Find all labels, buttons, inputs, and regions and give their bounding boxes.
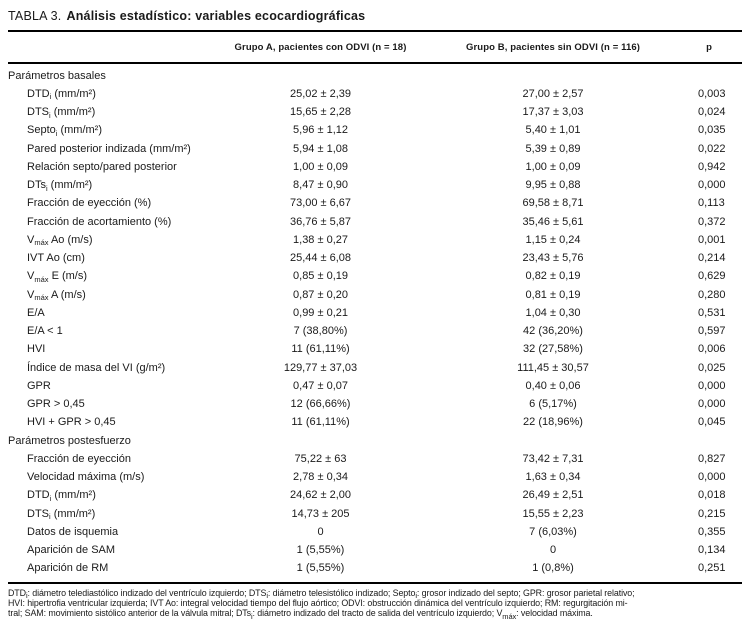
cell-group-a: 1 (5,55%): [296, 562, 345, 575]
row-label: DTs$_i$ (mm/m²): [27, 179, 93, 193]
page-title: [8, 7, 742, 30]
cell-group-a: 8,47 ± 0,90: [293, 179, 348, 191]
table-row: [8, 322, 742, 340]
cell-group-b: 7 (6,03%): [529, 525, 577, 538]
table-row: [8, 523, 742, 541]
row-label: Velocidad máxima (m/s): [27, 471, 145, 483]
cell-group-a: 15,65 ± 2,28: [289, 106, 352, 118]
cell-group-b: 32 (27,58%): [523, 343, 583, 356]
cell-p-value: 0,251: [698, 562, 726, 575]
row-label: $DTD_i$ (mm/m²): [27, 489, 96, 503]
row-label: $V_{máx}$ E (m/s): [27, 270, 88, 284]
cell-group-a: 0,87 ± 0,20: [293, 288, 348, 301]
cell-group-a: 0,99 ± 0,21: [293, 306, 348, 319]
cell-group-a: 5,94 ± 1,08: [293, 142, 348, 155]
cell-group-a: 129,77 ± 37,03: [283, 361, 358, 374]
table-row: [8, 304, 742, 322]
table-section-row: [8, 67, 742, 85]
table-row: [8, 286, 742, 304]
footnote-line: HVI: hipertrofia ventricular izquierda; IVT Ao: integral velocidad tiempo del flujo aórtico; ODVI: obstrucción dinámica del ventrículo izquierdo; RM: regurgitación mi-: [8, 597, 628, 608]
row-label: Pared posterior indizada (mm/m²): [27, 142, 191, 155]
table-row: [8, 103, 742, 121]
row-label: $DTS_i$ (mm/m²): [27, 507, 96, 521]
cell-group-a: 36,76 ± 5,87: [289, 215, 352, 228]
table-section-row: [8, 432, 742, 450]
footnote-line: $DTD_i$: diámetro telediastólico indizado del ventrículo izquierdo; $DTS_i$: diámetro telesistólico indizado; Septo$_i$: grosor indizado del septo; GPR: grosor parietal relativo;: [8, 587, 635, 600]
row-label: E/A: [27, 306, 45, 319]
section-header-label: Parámetros postesfuerzo: [8, 434, 131, 447]
cell-group-b: 1,04 ± 0,30: [525, 306, 581, 319]
cell-group-a: 0,85 ± 0,19: [293, 270, 348, 283]
cell-group-b: 42 (36,20%): [523, 325, 583, 337]
cell-p-value: 0,024: [698, 106, 726, 118]
cell-group-a: 73,00 ± 6,67: [289, 197, 352, 210]
row-label: HVI + GPR > 0,45: [27, 416, 116, 429]
cell-group-b: 26,49 ± 2,51: [522, 489, 584, 502]
table-row: [8, 249, 742, 267]
cell-group-b: 6 (5,17%): [529, 398, 577, 410]
cell-group-b: 15,55 ± 2,23: [522, 507, 584, 520]
header-group-b: Grupo B, pacientes sin ODVI (n = 116): [466, 41, 640, 53]
cell-p-value: 0,000: [698, 179, 726, 191]
table-row: [8, 413, 742, 431]
row-label: Fracción de eyección (%): [27, 197, 152, 210]
cell-p-value: 0,001: [698, 233, 726, 246]
cell-p-value: 0,035: [698, 124, 726, 137]
cell-group-b: 35,46 ± 5,61: [522, 215, 584, 228]
row-label: E/A < 1: [27, 325, 63, 337]
cell-p-value: 0,629: [698, 270, 726, 283]
table-row: [8, 213, 742, 231]
cell-group-a: [233, 432, 408, 450]
row-label: $V_{máx}$ Ao (m/s): [27, 233, 93, 248]
cell-p-value: 0,022: [698, 142, 726, 155]
row-label: Septo$_i$ (mm/m²): [27, 124, 103, 138]
table-row: [8, 505, 742, 523]
table-row: [8, 468, 742, 486]
cell-group-b: [408, 67, 698, 85]
row-label: IVT Ao (cm): [27, 252, 85, 264]
header-group-a: Grupo A, pacientes con ODVI (n = 18): [234, 41, 407, 53]
table-row: [8, 231, 742, 249]
row-label: $DTD_i$ (mm/m²): [27, 87, 96, 102]
table-row: [8, 395, 742, 413]
cell-p-value: 0,000: [698, 471, 726, 483]
cell-group-a: 11 (61,11%): [291, 416, 350, 429]
cell-group-a: 2,78 ± 0,34: [293, 471, 348, 483]
cell-group-a: 25,02 ± 2,39: [289, 87, 352, 100]
table-row: [8, 340, 742, 358]
cell-p-value: 0,355: [698, 525, 726, 538]
cell-p-value: 0,597: [698, 325, 726, 337]
table-header-row: [8, 32, 742, 62]
cell-group-b: 27,00 ± 2,57: [522, 87, 584, 100]
table-row: [8, 85, 742, 103]
table-row: [8, 541, 742, 559]
cell-group-a: 1,00 ± 0,09: [293, 160, 348, 173]
cell-group-a: 11 (61,11%): [291, 343, 350, 356]
cell-group-a: 0,47 ± 0,07: [293, 379, 348, 392]
row-label: Aparición de RM: [27, 562, 109, 575]
cell-group-a: 25,44 ± 6,08: [289, 252, 352, 264]
cell-group-b: 0,82 ± 0,19: [525, 270, 581, 283]
cell-group-b: 23,43 ± 5,76: [522, 252, 584, 264]
cell-group-a: 14,73 ± 205: [291, 507, 350, 520]
cell-group-a: 0: [317, 525, 324, 538]
table-number: TABLA 3.: [8, 9, 62, 23]
row-label: Fracción de eyección: [27, 452, 131, 465]
table-footnote: [8, 588, 742, 619]
cell-group-b: 111,45 ± 30,57: [517, 361, 589, 374]
table-row: [8, 486, 742, 504]
cell-group-b: 69,58 ± 8,71: [522, 197, 584, 210]
table-row: [8, 450, 742, 468]
cell-p-value: 0,942: [698, 160, 726, 173]
cell-p-value: 0,372: [698, 215, 726, 228]
cell-p-value: 0,215: [698, 507, 726, 520]
table-row: [8, 140, 742, 158]
table-row: [8, 377, 742, 395]
row-label: $V_{máx}$ A (m/s): [27, 288, 86, 302]
table-row: [8, 121, 742, 139]
cell-p-value: 0,000: [698, 398, 726, 410]
table-row: [8, 176, 742, 194]
cell-p-value: 0,045: [698, 416, 726, 429]
row-label: GPR: [27, 379, 51, 392]
cell-group-a: 5,96 ± 1,12: [293, 124, 348, 137]
cell-p-value: 0,827: [698, 452, 726, 465]
row-label: Índice de masa del VI (g/m²): [27, 361, 166, 374]
cell-group-b: 1,63 ± 0,34: [525, 471, 581, 483]
cell-group-b: 1 (0,8%): [532, 562, 574, 575]
cell-group-a: 12 (66,66%): [290, 398, 351, 410]
table-title-text: Análisis estadístico: variables ecocardiográficas: [66, 9, 366, 23]
cell-group-b: 5,40 ± 1,01: [525, 124, 581, 137]
cell-p-value: 0,025: [698, 361, 726, 374]
cell-p-value: 0,018: [698, 489, 726, 502]
section-header-label: Parámetros basales: [8, 69, 106, 82]
cell-p-value: 0,003: [698, 87, 726, 100]
cell-group-b: 0,81 ± 0,19: [525, 288, 581, 301]
cell-group-b: 1,00 ± 0,09: [525, 160, 581, 173]
row-label: GPR > 0,45: [27, 398, 85, 410]
row-label: Relación septo/pared posterior: [27, 160, 177, 173]
cell-group-a: 75,22 ± 63: [294, 452, 347, 465]
cell-group-a: 7 (38,80%): [293, 325, 348, 337]
header-p-value: p: [706, 41, 712, 53]
table-row: [8, 267, 742, 285]
cell-p-value: 0,006: [698, 343, 726, 356]
cell-group-b: [408, 432, 698, 450]
cell-p-value: 0,113: [698, 197, 725, 210]
cell-group-a: 1,38 ± 0,27: [293, 233, 348, 246]
table-row: [8, 359, 742, 377]
table-row: [8, 158, 742, 176]
table-row: [8, 194, 742, 212]
row-label: Fracción de acortamiento (%): [27, 215, 172, 228]
cell-p-value: 0,531: [698, 306, 726, 319]
cell-p-value: 0,280: [698, 288, 726, 301]
cell-group-b: 17,37 ± 3,03: [522, 106, 584, 118]
cell-group-b: 5,39 ± 0,89: [525, 142, 581, 155]
divider-bottom: [8, 582, 742, 584]
cell-p-value: 0,214: [698, 252, 726, 264]
cell-group-b: 0: [549, 544, 557, 556]
cell-group-b: 73,42 ± 7,31: [522, 452, 584, 465]
cell-p-value: [698, 432, 742, 450]
cell-group-a: 24,62 ± 2,00: [289, 489, 352, 502]
row-label: $DTS_i$ (mm/m²): [27, 106, 96, 120]
cell-p-value: [698, 67, 742, 85]
cell-group-a: [233, 67, 408, 85]
row-label: Datos de isquemia: [27, 525, 119, 538]
table-row: [8, 559, 742, 577]
cell-group-a: 1 (5,55%): [296, 544, 345, 556]
cell-p-value: 0,134: [698, 544, 726, 556]
row-label: HVI: [27, 343, 46, 356]
row-label: Aparición de SAM: [27, 544, 116, 556]
cell-group-b: 1,15 ± 0,24: [525, 233, 581, 246]
cell-group-b: 22 (18,96%): [523, 416, 583, 429]
footnote-line: tral; SAM: movimiento sistólico anterior de la válvula mitral; DTs$_i$: diámetro indizado del tracto de salida del ventrículo izquierdo; $V_{máx}$: velocidad máxima.: [8, 608, 593, 620]
cell-p-value: 0,000: [698, 379, 726, 392]
cell-group-b: 9,95 ± 0,88: [525, 179, 581, 191]
cell-group-b: 0,40 ± 0,06: [525, 379, 581, 392]
table-body: [8, 64, 742, 582]
